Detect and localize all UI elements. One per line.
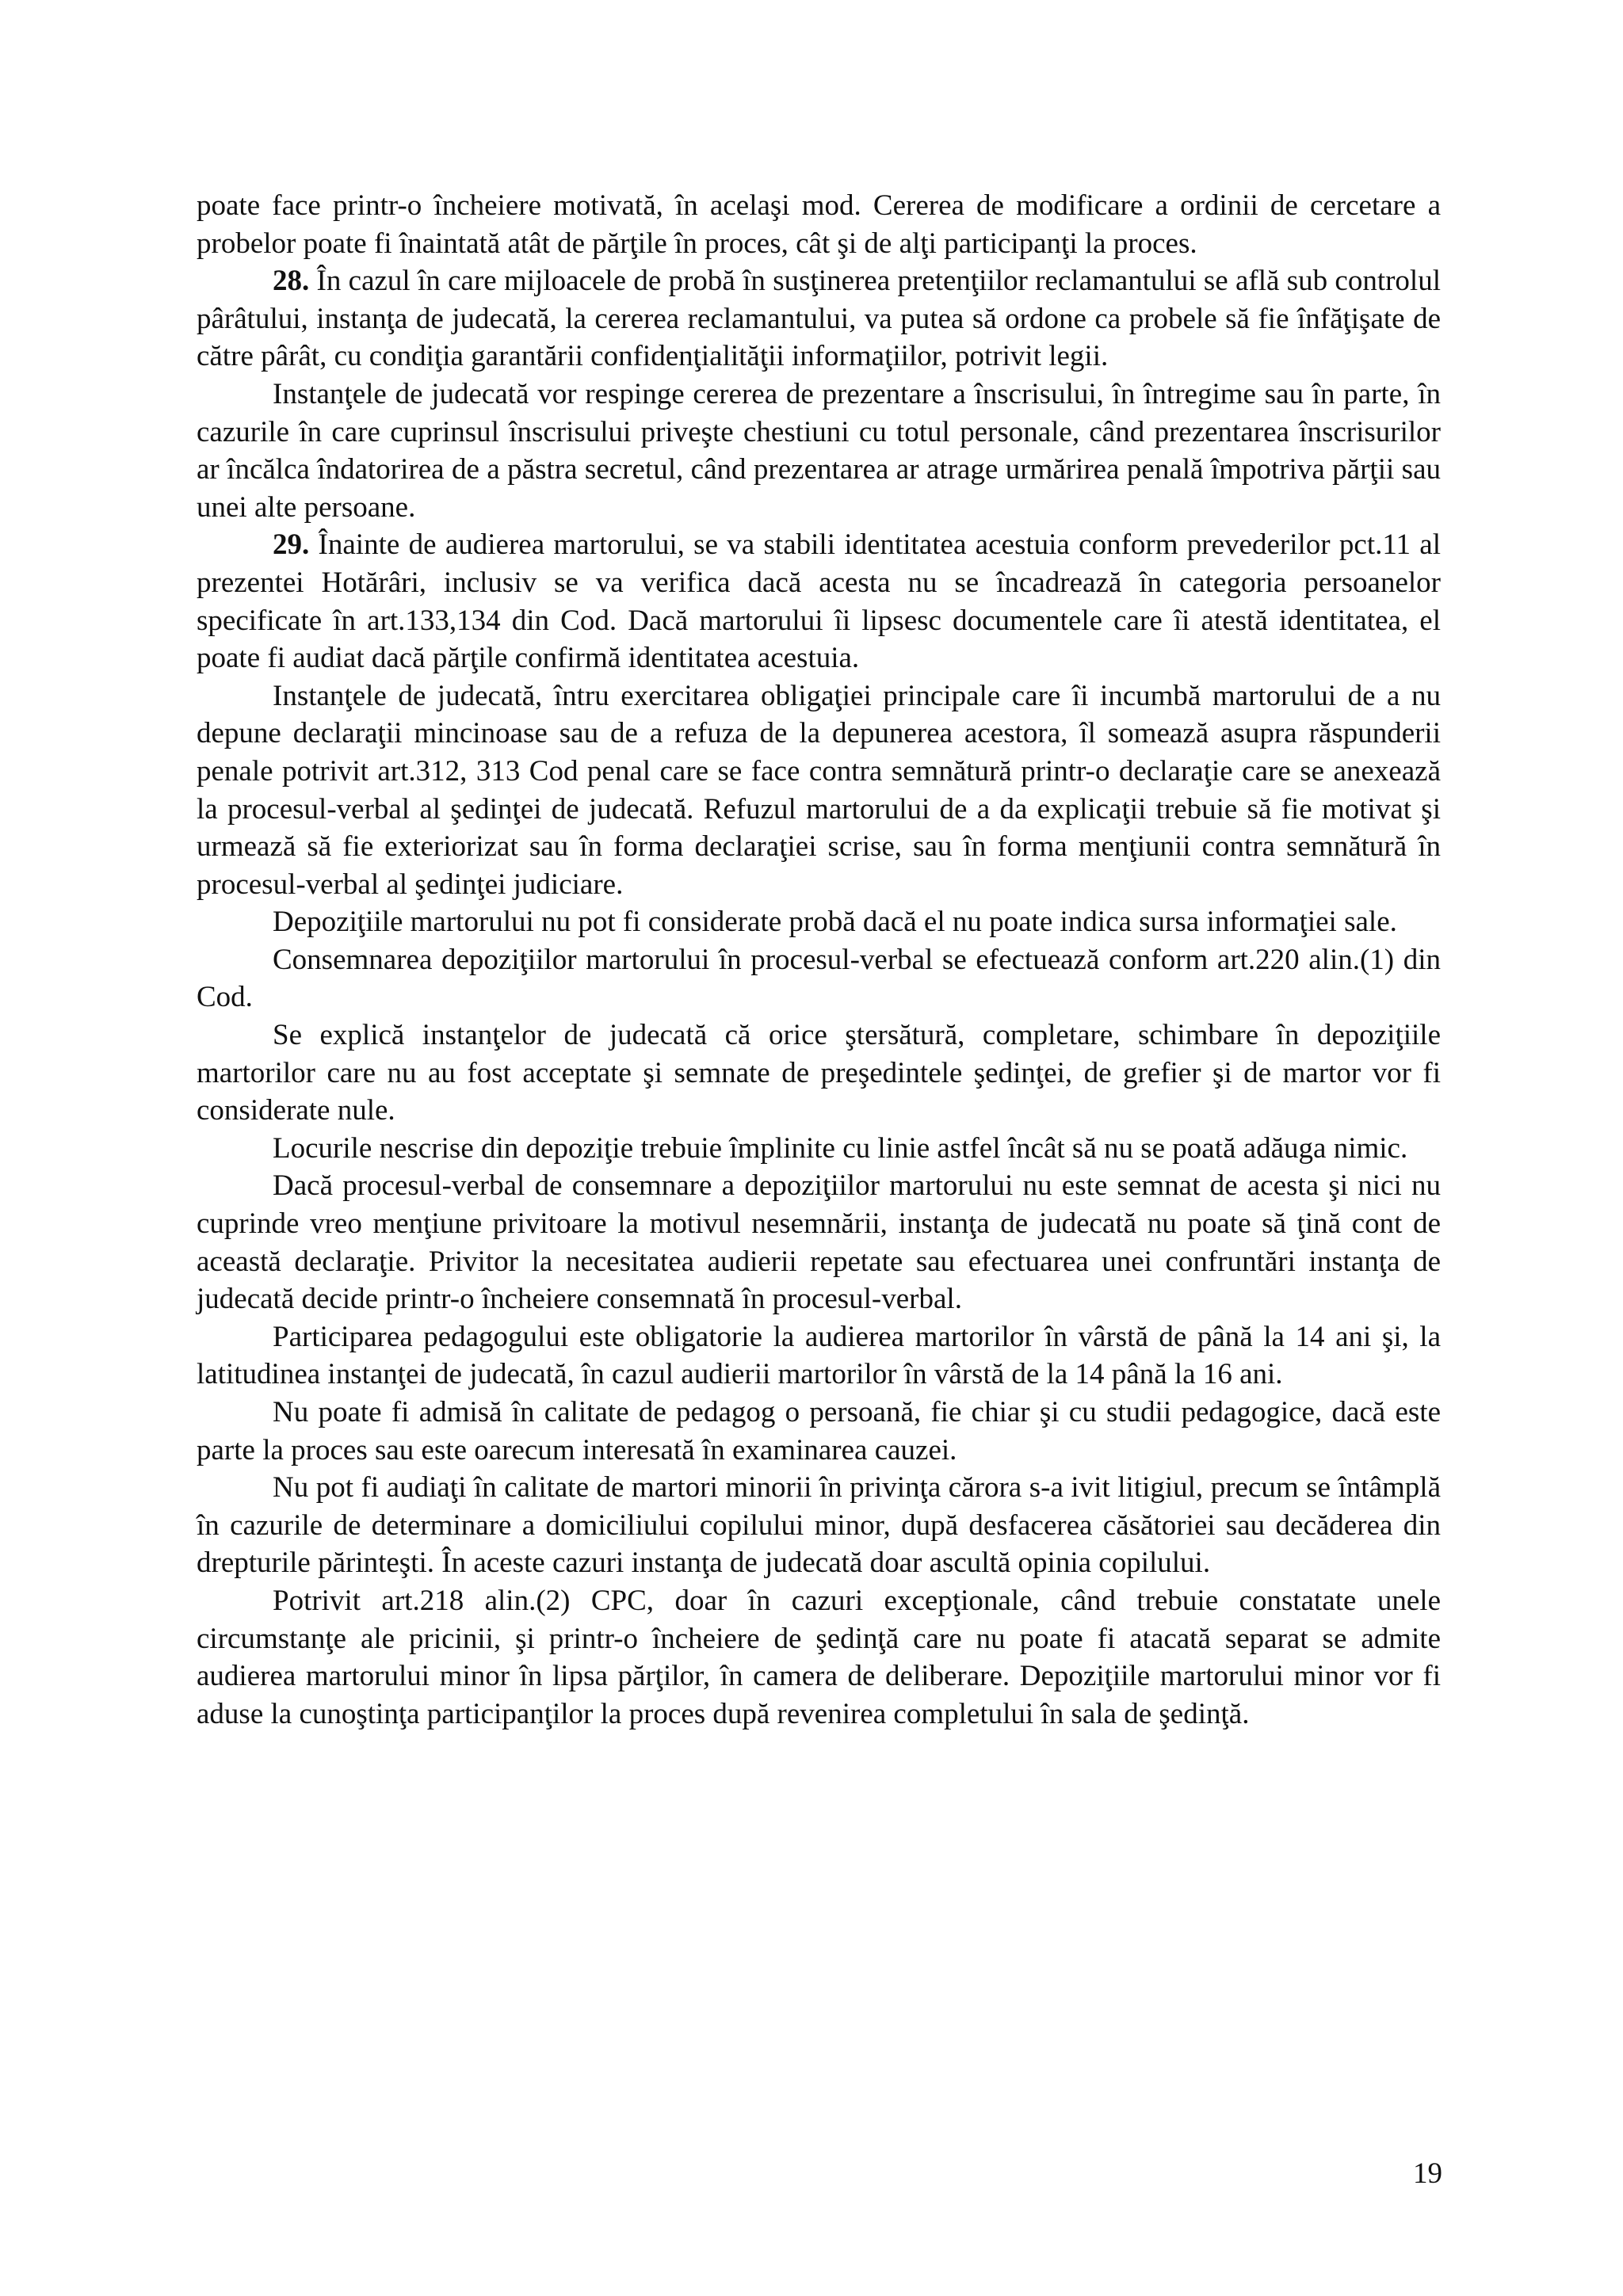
paragraph-text: Potrivit art.218 alin.(2) CPC, doar în cazuri excepţionale, când trebuie constatate unele circumstanţe ale pricinii, şi printr-o încheiere de şedinţă care nu poate fi atacată separat se admite audierea martorului minor în lipsa părţilor, în camera de deliberare. Depoziţiile martorului minor vor fi aduse la cunoştinţa participanţilor la proces după revenirea completului în sala de şedinţă. — [197, 1584, 1441, 1730]
paragraph-continued — [197, 187, 1441, 262]
paragraph-item-29 — [197, 526, 1441, 677]
paragraph-text: Nu pot fi audiaţi în calitate de martori minorii în privinţa cărora s-a ivit litigiul, precum se întâmplă în cazurile de determinare a domiciliului copilului minor, după desfacerea căsătoriei sau decăderea din drepturile părinteşti. În aceste cazuri instanţa de judecată doar ascultă opinia copilului. — [197, 1471, 1441, 1580]
paragraph-text: Instanţele de judecată, întru exercitarea obligaţiei principale care îi incumbă martorului de a nu depune declaraţii mincinoase sau de a refuza de la depunerea acestora, îl somează asupra răspunderii penale potrivit art.312, 313 Cod penal care se face contra semnătură printr-o declaraţie care se anexează la procesul-verbal al şedinţei de judecată. Refuzul martorului de a da explicaţii trebuie să fie motivat şi urmează să fie exteriorizat sau în forma declaraţiei scrise, sau în forma menţiunii contra semnătură în procesul-verbal al şedinţei judiciare. — [197, 679, 1441, 901]
paragraph-item-28 — [197, 262, 1441, 376]
paragraph-text: Nu poate fi admisă în calitate de pedagog o persoană, fie chiar şi cu studii pedagogice, dacă este parte la proces sau este oarecum interesată în examinarea cauzei. — [197, 1396, 1441, 1466]
paragraph-text: poate face printr-o încheiere motivată, în acelaşi mod. Cererea de modificare a ordinii de cercetare a probelor poate fi înaintată atât de părţile în proces, cât şi de alţi participanţi la proces. — [197, 189, 1441, 260]
paragraph-text: În cazul în care mijloacele de probă în susţinerea pretenţiilor reclamantului se află sub controlul pârâtului, instanţa de judecată, la cererea reclamantului, va putea să ordone ca probele să fie înfăţişate de către pârât, cu condiţia garantării confidenţialităţii informaţiilor, potrivit legii. — [197, 265, 1441, 373]
item-number: 28. — [273, 265, 310, 298]
paragraph-text: Consemnarea depoziţiilor martorului în procesul-verbal se efectuează conform art.220 alin.(1) din Cod. — [197, 943, 1441, 1014]
paragraph — [197, 1582, 1441, 1733]
paragraph — [197, 677, 1441, 904]
paragraph — [197, 1318, 1441, 1394]
paragraph-text: Dacă procesul-verbal de consemnare a depoziţiilor martorului nu este semnat de acesta şi nici nu cuprinde vreo menţiune privitoare la motivul nesemnării, instanţa de judecată nu poate să ţină cont de această declaraţie. Privitor la necesitatea audierii repetate sau efectuarea unei confruntări instanţa de judecată decide printr-o încheiere consemnată în procesul-verbal. — [197, 1169, 1441, 1316]
paragraph — [197, 941, 1441, 1016]
paragraph-text: Depoziţiile martorului nu pot fi considerate probă dacă el nu poate indica sursa informaţiei sale. — [273, 906, 1397, 939]
paragraph-text: Participarea pedagogului este obligatorie la audierea martorilor în vârstă de până la 14 ani şi, la latitudinea instanţei de judecată, în cazul audierii martorilor în vârstă de la 14 până la 16 ani. — [197, 1320, 1441, 1391]
paragraph-text: Se explică instanţelor de judecată că orice ştersătură, completare, schimbare în depoziţiile martorilor care nu au fost acceptate şi semnate de preşedintele şedinţei, de grefier şi de martor vor fi considerate nule. — [197, 1019, 1441, 1127]
page-number: 19 — [1413, 2157, 1442, 2190]
paragraph — [197, 1394, 1441, 1469]
paragraph — [197, 1016, 1441, 1130]
paragraph — [197, 1167, 1441, 1318]
paragraph-text: Instanţele de judecată vor respinge cererea de prezentare a înscrisului, în întregime sau în parte, în cazurile în care cuprinsul înscrisului priveşte chestiuni cu totul personale, când prezentarea înscrisurilor ar încălca îndatorirea de a păstra secretul, când prezentarea ar atrage urmărirea penală împotriva părţii sau unei alte persoane. — [197, 377, 1441, 524]
paragraph — [197, 1469, 1441, 1582]
document-body — [197, 187, 1441, 1733]
paragraph — [197, 903, 1441, 941]
paragraph — [197, 376, 1441, 526]
paragraph-text: Înainte de audierea martorului, se va stabili identitatea acestuia conform prevederilor pct.11 al prezentei Hotărâri, inclusiv se va verifica dacă acesta nu se încadrează în categoria persoanelor specificate în art.133,134 din Cod. Dacă martorului îi lipsesc documentele care îi atestă identitatea, el poate fi audiat dacă părţile confirmă identitatea acestuia. — [197, 528, 1441, 675]
paragraph-text: Locurile nescrise din depoziţie trebuie împlinite cu linie astfel încât să nu se poată adăuga nimic. — [273, 1131, 1408, 1165]
paragraph — [197, 1130, 1441, 1168]
item-number: 29. — [273, 528, 310, 562]
